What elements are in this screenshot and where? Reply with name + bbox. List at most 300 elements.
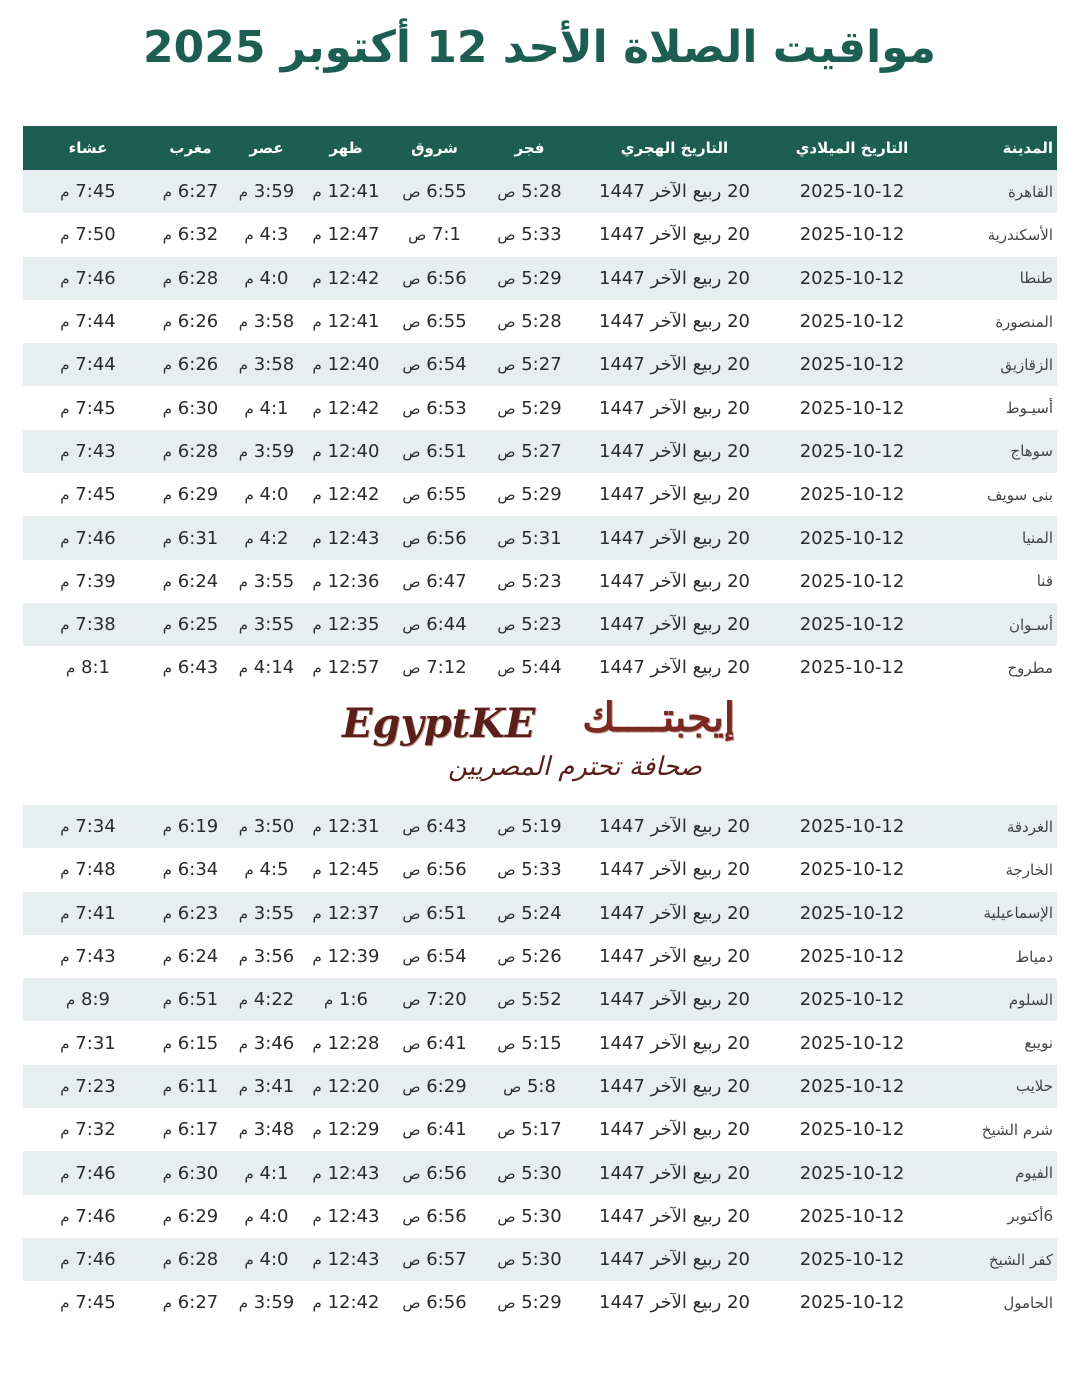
time-suffix: ص bbox=[408, 226, 427, 245]
time-suffix: م bbox=[60, 616, 70, 635]
time-value: 6:57 bbox=[426, 1249, 467, 1271]
time-value: 7:32 bbox=[75, 1119, 116, 1141]
time-suffix: ص bbox=[402, 616, 421, 635]
time-suffix: م bbox=[244, 1251, 254, 1270]
time-suffix: م bbox=[312, 269, 322, 288]
table-row bbox=[23, 1238, 1057, 1281]
cell-isha bbox=[23, 1238, 153, 1281]
time-value: 3:55 bbox=[253, 570, 295, 592]
cell-sunrise bbox=[387, 646, 482, 689]
time-value: 6:51 bbox=[426, 902, 467, 924]
cell-isha bbox=[23, 213, 153, 256]
time-suffix: ص bbox=[497, 861, 516, 880]
time-value: 12:43 bbox=[327, 1249, 380, 1271]
time-suffix: م bbox=[162, 529, 173, 548]
time-suffix: ص bbox=[497, 183, 516, 202]
cell-asr bbox=[228, 848, 305, 891]
time-value: 7:39 bbox=[75, 570, 116, 592]
time-value: 6:29 bbox=[177, 1205, 219, 1227]
cell-asr bbox=[228, 892, 305, 935]
time-value: 3:58 bbox=[253, 311, 295, 333]
time-suffix: م bbox=[238, 442, 249, 461]
time-value: 12:28 bbox=[327, 1032, 380, 1054]
logo-tagline: صحافة تحترم المصريين bbox=[448, 752, 702, 782]
time-value: 12:40 bbox=[327, 440, 380, 462]
table-row bbox=[23, 257, 1057, 300]
time-suffix: م bbox=[238, 183, 249, 202]
cell-asr bbox=[228, 560, 305, 603]
time-suffix: م bbox=[244, 399, 254, 418]
time-suffix: م bbox=[60, 1077, 70, 1096]
time-value: 4:5 bbox=[259, 859, 289, 881]
time-suffix: م bbox=[244, 486, 254, 505]
time-value: 7:31 bbox=[75, 1032, 116, 1054]
time-suffix: م bbox=[60, 948, 70, 967]
cell-isha bbox=[23, 300, 153, 343]
time-value: 6:17 bbox=[177, 1119, 219, 1141]
cell-city: الخارجة bbox=[932, 848, 1057, 891]
time-suffix: م bbox=[60, 1164, 70, 1183]
cell-sunrise bbox=[387, 473, 482, 516]
cell-asr bbox=[228, 1195, 305, 1238]
cell-maghrib bbox=[153, 386, 228, 429]
cell-hijri-date: 20 ربيع الآخر 1447 bbox=[577, 560, 772, 603]
cell-fajr bbox=[482, 978, 577, 1021]
time-suffix: م bbox=[244, 226, 254, 245]
time-value: 7:45 bbox=[75, 484, 116, 506]
cell-dhuhr bbox=[305, 213, 387, 256]
time-suffix: م bbox=[312, 659, 322, 678]
time-value: 4:14 bbox=[253, 657, 295, 679]
cell-hijri-date: 20 ربيع الآخر 1447 bbox=[577, 170, 772, 213]
cell-dhuhr bbox=[305, 257, 387, 300]
time-value: 6:55 bbox=[426, 484, 467, 506]
time-suffix: ص bbox=[497, 572, 516, 591]
time-value: 5:24 bbox=[521, 902, 562, 924]
cell-sunrise bbox=[387, 257, 482, 300]
cell-city: أسـوان bbox=[932, 603, 1057, 646]
cell-asr bbox=[228, 343, 305, 386]
cell-gregorian-date: 2025-10-12 bbox=[772, 935, 932, 978]
time-value: 5:23 bbox=[521, 570, 562, 592]
cell-hijri-date: 20 ربيع الآخر 1447 bbox=[577, 848, 772, 891]
table-row bbox=[23, 213, 1057, 256]
time-value: 12:43 bbox=[327, 1162, 380, 1184]
time-value: 12:42 bbox=[327, 267, 380, 289]
cell-dhuhr bbox=[305, 935, 387, 978]
time-value: 12:40 bbox=[327, 354, 380, 376]
time-suffix: ص bbox=[402, 818, 421, 837]
time-value: 7:12 bbox=[426, 657, 467, 679]
time-value: 7:45 bbox=[75, 1292, 116, 1314]
cell-maghrib bbox=[153, 1238, 228, 1281]
time-value: 6:26 bbox=[177, 311, 219, 333]
time-value: 8:9 bbox=[81, 989, 110, 1011]
cell-city: سوهاج bbox=[932, 430, 1057, 473]
cell-fajr bbox=[482, 848, 577, 891]
time-suffix: م bbox=[162, 1251, 173, 1270]
time-value: 6:11 bbox=[177, 1075, 219, 1097]
cell-dhuhr bbox=[305, 1021, 387, 1064]
cell-gregorian-date: 2025-10-12 bbox=[772, 213, 932, 256]
time-value: 6:30 bbox=[177, 1162, 219, 1184]
cell-city: شرم الشيخ bbox=[932, 1108, 1057, 1151]
cell-hijri-date: 20 ربيع الآخر 1447 bbox=[577, 1151, 772, 1194]
cell-fajr bbox=[482, 1151, 577, 1194]
time-suffix: م bbox=[60, 1294, 70, 1313]
time-value: 4:3 bbox=[259, 224, 289, 246]
time-value: 7:44 bbox=[75, 354, 116, 376]
time-suffix: م bbox=[60, 226, 70, 245]
cell-isha bbox=[23, 892, 153, 935]
time-value: 12:31 bbox=[327, 816, 380, 838]
cell-gregorian-date: 2025-10-12 bbox=[772, 1238, 932, 1281]
cell-maghrib bbox=[153, 1065, 228, 1108]
cell-hijri-date: 20 ربيع الآخر 1447 bbox=[577, 257, 772, 300]
cell-isha bbox=[23, 170, 153, 213]
cell-gregorian-date: 2025-10-12 bbox=[772, 516, 932, 559]
time-value: 5:29 bbox=[521, 267, 562, 289]
time-value: 6:56 bbox=[426, 527, 467, 549]
cell-dhuhr bbox=[305, 1281, 387, 1324]
cell-dhuhr bbox=[305, 343, 387, 386]
time-suffix: ص bbox=[402, 1251, 421, 1270]
time-suffix: م bbox=[312, 183, 322, 202]
time-value: 6:29 bbox=[177, 484, 219, 506]
time-value: 3:59 bbox=[253, 1292, 295, 1314]
time-value: 7:46 bbox=[75, 1205, 116, 1227]
cell-dhuhr bbox=[305, 1108, 387, 1151]
time-suffix: م bbox=[312, 1077, 322, 1096]
page-title: مواقيت الصلاة الأحد 12 أكتوبر 2025 bbox=[143, 22, 936, 73]
time-suffix: ص bbox=[497, 1034, 516, 1053]
cell-gregorian-date: 2025-10-12 bbox=[772, 892, 932, 935]
cell-isha bbox=[23, 473, 153, 516]
time-value: 5:27 bbox=[521, 354, 562, 376]
time-value: 5:15 bbox=[521, 1032, 562, 1054]
cell-dhuhr bbox=[305, 560, 387, 603]
time-value: 7:41 bbox=[75, 902, 116, 924]
time-suffix: م bbox=[312, 1251, 322, 1270]
cell-fajr bbox=[482, 892, 577, 935]
time-suffix: م bbox=[162, 1034, 173, 1053]
cell-hijri-date: 20 ربيع الآخر 1447 bbox=[577, 892, 772, 935]
cell-maghrib bbox=[153, 516, 228, 559]
time-suffix: م bbox=[312, 1034, 322, 1053]
cell-asr bbox=[228, 646, 305, 689]
time-suffix: م bbox=[60, 1121, 70, 1140]
time-suffix: ص bbox=[497, 226, 516, 245]
cell-maghrib bbox=[153, 1281, 228, 1324]
logo-latin-text: EgyptKE bbox=[342, 700, 536, 747]
time-value: 6:24 bbox=[177, 946, 219, 968]
time-suffix: م bbox=[312, 572, 322, 591]
time-suffix: م bbox=[312, 313, 322, 332]
cell-city: دمياط bbox=[932, 935, 1057, 978]
cell-fajr bbox=[482, 516, 577, 559]
time-suffix: م bbox=[312, 399, 322, 418]
cell-dhuhr bbox=[305, 646, 387, 689]
cell-isha bbox=[23, 430, 153, 473]
cell-fajr bbox=[482, 646, 577, 689]
table-body-1 bbox=[23, 170, 1057, 690]
time-suffix: ص bbox=[402, 529, 421, 548]
time-suffix: م bbox=[162, 486, 173, 505]
time-value: 5:19 bbox=[521, 816, 562, 838]
time-suffix: ص bbox=[497, 356, 516, 375]
time-suffix: ص bbox=[402, 1034, 421, 1053]
cell-dhuhr bbox=[305, 430, 387, 473]
cell-city: قنا bbox=[932, 560, 1057, 603]
time-value: 12:36 bbox=[327, 570, 380, 592]
cell-hijri-date: 20 ربيع الآخر 1447 bbox=[577, 213, 772, 256]
time-value: 4:1 bbox=[259, 1162, 289, 1184]
time-suffix: م bbox=[238, 659, 249, 678]
time-suffix: ص bbox=[497, 1294, 516, 1313]
time-suffix: ص bbox=[402, 399, 421, 418]
cell-fajr bbox=[482, 386, 577, 429]
time-suffix: م bbox=[312, 529, 322, 548]
time-suffix: م bbox=[312, 1121, 322, 1140]
cell-fajr bbox=[482, 430, 577, 473]
cell-city: الزقازيق bbox=[932, 343, 1057, 386]
cell-gregorian-date: 2025-10-12 bbox=[772, 343, 932, 386]
cell-city: مطروح bbox=[932, 646, 1057, 689]
cell-fajr bbox=[482, 1281, 577, 1324]
time-suffix: م bbox=[238, 991, 249, 1010]
time-value: 6:27 bbox=[177, 1292, 219, 1314]
table-row bbox=[23, 892, 1057, 935]
header-fajr: فجر bbox=[482, 126, 577, 170]
time-value: 6:55 bbox=[426, 311, 467, 333]
cell-city: الفيوم bbox=[932, 1151, 1057, 1194]
cell-asr bbox=[228, 1238, 305, 1281]
time-value: 6:28 bbox=[177, 1249, 219, 1271]
cell-asr bbox=[228, 386, 305, 429]
cell-fajr bbox=[482, 935, 577, 978]
time-suffix: م bbox=[162, 442, 173, 461]
time-value: 7:1 bbox=[431, 224, 461, 246]
cell-isha bbox=[23, 386, 153, 429]
time-suffix: ص bbox=[497, 313, 516, 332]
time-value: 5:29 bbox=[521, 397, 562, 419]
time-suffix: م bbox=[324, 991, 334, 1010]
cell-asr bbox=[228, 300, 305, 343]
cell-sunrise bbox=[387, 1021, 482, 1064]
time-suffix: م bbox=[244, 1207, 254, 1226]
time-suffix: م bbox=[238, 356, 249, 375]
cell-asr bbox=[228, 978, 305, 1021]
cell-sunrise bbox=[387, 935, 482, 978]
cell-asr bbox=[228, 473, 305, 516]
time-suffix: م bbox=[312, 442, 322, 461]
cell-sunrise bbox=[387, 300, 482, 343]
cell-isha bbox=[23, 257, 153, 300]
time-suffix: ص bbox=[402, 183, 421, 202]
time-value: 12:41 bbox=[327, 181, 380, 203]
cell-dhuhr bbox=[305, 1238, 387, 1281]
time-suffix: م bbox=[238, 313, 249, 332]
cell-dhuhr bbox=[305, 1065, 387, 1108]
time-value: 6:23 bbox=[177, 902, 219, 924]
table-row bbox=[23, 1151, 1057, 1194]
cell-sunrise bbox=[387, 213, 482, 256]
time-suffix: ص bbox=[402, 861, 421, 880]
cell-hijri-date: 20 ربيع الآخر 1447 bbox=[577, 1195, 772, 1238]
cell-sunrise bbox=[387, 892, 482, 935]
table-row bbox=[23, 516, 1057, 559]
time-suffix: م bbox=[60, 818, 70, 837]
cell-isha bbox=[23, 1065, 153, 1108]
cell-isha bbox=[23, 1021, 153, 1064]
table-row bbox=[23, 430, 1057, 473]
cell-maghrib bbox=[153, 473, 228, 516]
time-value: 7:38 bbox=[75, 614, 116, 636]
cell-dhuhr bbox=[305, 1195, 387, 1238]
time-value: 3:55 bbox=[253, 614, 295, 636]
cell-city: أسيـوط bbox=[932, 386, 1057, 429]
cell-isha bbox=[23, 935, 153, 978]
cell-hijri-date: 20 ربيع الآخر 1447 bbox=[577, 343, 772, 386]
time-suffix: ص bbox=[402, 1164, 421, 1183]
time-suffix: ص bbox=[402, 356, 421, 375]
cell-hijri-date: 20 ربيع الآخر 1447 bbox=[577, 1281, 772, 1324]
table-row bbox=[23, 805, 1057, 848]
cell-fajr bbox=[482, 170, 577, 213]
cell-dhuhr bbox=[305, 170, 387, 213]
time-value: 4:22 bbox=[253, 989, 295, 1011]
cell-sunrise bbox=[387, 343, 482, 386]
time-value: 8:1 bbox=[81, 657, 110, 679]
time-value: 6:56 bbox=[426, 859, 467, 881]
cell-dhuhr bbox=[305, 473, 387, 516]
header-dhuhr: ظهر bbox=[305, 126, 387, 170]
prayer-times-table-2 bbox=[23, 805, 1057, 1325]
cell-dhuhr bbox=[305, 300, 387, 343]
time-value: 3:59 bbox=[253, 440, 295, 462]
time-value: 4:0 bbox=[259, 484, 289, 506]
cell-city: نويبع bbox=[932, 1021, 1057, 1064]
time-suffix: ص bbox=[402, 269, 421, 288]
cell-asr bbox=[228, 516, 305, 559]
cell-sunrise bbox=[387, 1108, 482, 1151]
cell-isha bbox=[23, 1108, 153, 1151]
time-suffix: م bbox=[162, 659, 173, 678]
time-value: 6:54 bbox=[426, 354, 467, 376]
cell-sunrise bbox=[387, 1151, 482, 1194]
time-suffix: م bbox=[60, 861, 70, 880]
time-value: 6:51 bbox=[177, 989, 219, 1011]
cell-maghrib bbox=[153, 603, 228, 646]
time-value: 7:46 bbox=[75, 1162, 116, 1184]
table-row bbox=[23, 1195, 1057, 1238]
time-value: 6:19 bbox=[177, 816, 219, 838]
cell-fajr bbox=[482, 1108, 577, 1151]
cell-maghrib bbox=[153, 1108, 228, 1151]
time-suffix: م bbox=[66, 659, 76, 678]
cell-maghrib bbox=[153, 805, 228, 848]
time-value: 5:31 bbox=[521, 527, 562, 549]
time-suffix: ص bbox=[497, 269, 516, 288]
cell-sunrise bbox=[387, 805, 482, 848]
cell-asr bbox=[228, 1281, 305, 1324]
time-value: 5:30 bbox=[521, 1162, 562, 1184]
cell-maghrib bbox=[153, 560, 228, 603]
time-suffix: ص bbox=[402, 1121, 421, 1140]
time-suffix: م bbox=[162, 1294, 173, 1313]
cell-hijri-date: 20 ربيع الآخر 1447 bbox=[577, 603, 772, 646]
cell-isha bbox=[23, 343, 153, 386]
time-suffix: م bbox=[312, 948, 322, 967]
time-suffix: م bbox=[238, 948, 249, 967]
time-suffix: م bbox=[60, 183, 70, 202]
cell-maghrib bbox=[153, 170, 228, 213]
time-value: 3:48 bbox=[253, 1119, 295, 1141]
time-value: 5:23 bbox=[521, 614, 562, 636]
table-header-row bbox=[23, 126, 1057, 170]
time-value: 1:6 bbox=[339, 989, 368, 1011]
cell-asr bbox=[228, 430, 305, 473]
time-value: 7:46 bbox=[75, 527, 116, 549]
time-suffix: م bbox=[312, 1207, 322, 1226]
table-row bbox=[23, 1281, 1057, 1324]
cell-dhuhr bbox=[305, 516, 387, 559]
cell-asr bbox=[228, 935, 305, 978]
cell-maghrib bbox=[153, 300, 228, 343]
time-value: 12:39 bbox=[327, 946, 380, 968]
time-suffix: ص bbox=[497, 1121, 516, 1140]
cell-city: المنيا bbox=[932, 516, 1057, 559]
table-row bbox=[23, 386, 1057, 429]
cell-gregorian-date: 2025-10-12 bbox=[772, 560, 932, 603]
time-value: 6:47 bbox=[426, 570, 467, 592]
cell-city: طنطا bbox=[932, 257, 1057, 300]
time-suffix: ص bbox=[402, 572, 421, 591]
time-value: 12:57 bbox=[327, 657, 380, 679]
cell-hijri-date: 20 ربيع الآخر 1447 bbox=[577, 1238, 772, 1281]
cell-gregorian-date: 2025-10-12 bbox=[772, 1065, 932, 1108]
time-value: 5:27 bbox=[521, 440, 562, 462]
cell-city: بنى سويف bbox=[932, 473, 1057, 516]
table-row bbox=[23, 603, 1057, 646]
cell-hijri-date: 20 ربيع الآخر 1447 bbox=[577, 1108, 772, 1151]
time-suffix: م bbox=[162, 399, 173, 418]
egyptke-logo bbox=[330, 694, 750, 802]
time-suffix: ص bbox=[402, 991, 421, 1010]
time-value: 6:15 bbox=[177, 1032, 219, 1054]
time-suffix: م bbox=[60, 904, 70, 923]
time-value: 6:51 bbox=[426, 440, 467, 462]
cell-isha bbox=[23, 1281, 153, 1324]
time-value: 6:53 bbox=[426, 397, 467, 419]
time-suffix: م bbox=[60, 269, 70, 288]
time-value: 7:20 bbox=[426, 989, 467, 1011]
cell-sunrise bbox=[387, 560, 482, 603]
time-value: 12:43 bbox=[327, 527, 380, 549]
time-value: 5:52 bbox=[521, 989, 562, 1011]
time-value: 6:41 bbox=[426, 1032, 467, 1054]
time-suffix: م bbox=[238, 1034, 249, 1053]
time-value: 6:25 bbox=[177, 614, 219, 636]
cell-fajr bbox=[482, 257, 577, 300]
cell-maghrib bbox=[153, 978, 228, 1021]
time-suffix: ص bbox=[402, 442, 421, 461]
table-body-2 bbox=[23, 805, 1057, 1325]
time-suffix: م bbox=[60, 1034, 70, 1053]
table-row bbox=[23, 1021, 1057, 1064]
table-row bbox=[23, 1065, 1057, 1108]
time-value: 5:30 bbox=[521, 1205, 562, 1227]
